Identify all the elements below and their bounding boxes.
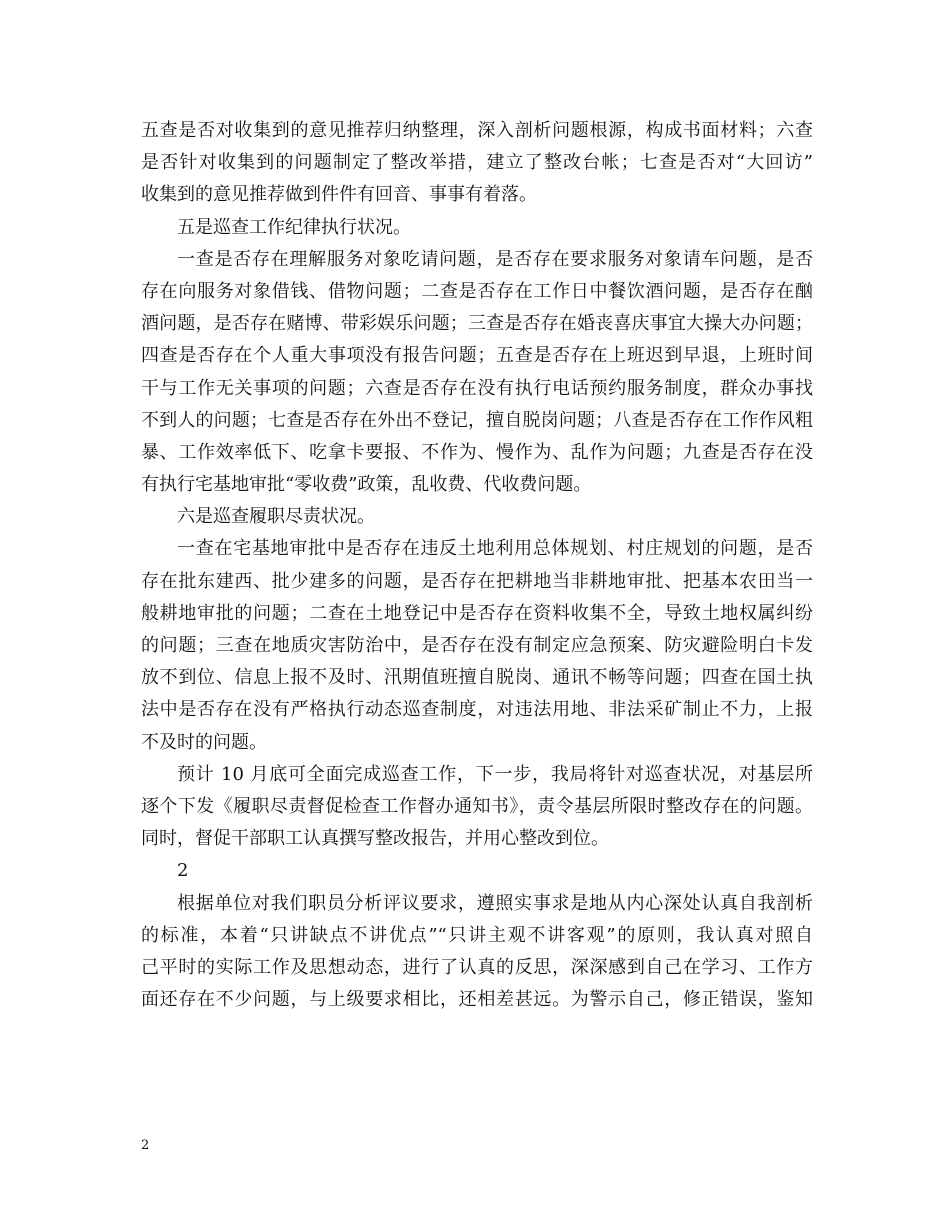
document-body [141, 115, 813, 1016]
text-line: 存在向服务对象借钱、借物问题；二查是否存在工作日中餐饮酒问题，是否存在酗 [141, 280, 813, 302]
text-line: 不到人的问题；七查是否存在外出不登记，擅自脱岗问题；八查是否存在工作作风粗 [141, 409, 813, 431]
text-line: 同时，督促干部职工认真撰写整改报告，并用心整改到位。 [141, 828, 609, 850]
text-line: 酒问题，是否存在赌博、带彩娱乐问题；三查是否存在婚丧喜庆事宜大操大办问题； [141, 313, 813, 335]
text-line: 收集到的意见推荐做到件件有回音、事事有着落。 [141, 184, 537, 206]
text-line: 的标准，本着“只讲缺点不讲优点”“只讲主观不讲客观”的原则，我认真对照自 [141, 924, 813, 946]
text-line: 一查是否存在理解服务对象吃请问题，是否存在要求服务对象请车问题，是否 [177, 248, 813, 270]
text-line: 是否针对收集到的问题制定了整改举措，建立了整改台帐；七查是否对“大回访” [141, 152, 813, 174]
text-line: 四查是否存在个人重大事项没有报告问题；五查是否存在上班迟到早退，上班时间 [141, 345, 813, 367]
text-line: 不及时的问题。 [141, 731, 267, 753]
page-number: 2 [141, 1138, 150, 1153]
text-line: 干与工作无关事项的问题；六查是否存在没有执行电话预约服务制度，群众办事找 [141, 377, 813, 399]
text-line: 己平时的实际工作及思想动态，进行了认真的反思，深深感到自己在学习、工作方 [141, 956, 813, 978]
text-line: 一查在宅基地审批中是否存在违反土地利用总体规划、村庄规划的问题，是否 [177, 538, 813, 560]
text-line: 逐个下发《履职尽责督促检查工作督办通知书》，责令基层所限时整改存在的问题。 [141, 795, 813, 817]
text-line: 存在批东建西、批少建多的问题，是否存在把耕地当非耕地审批、把基本农田当一 [141, 570, 813, 592]
text-line: 2 [177, 860, 189, 882]
text-line: 根据单位对我们职员分析评议要求，遵照实事求是地从内心深处认真自我剖析 [177, 892, 813, 914]
text-line: 的问题；三查在地质灾害防治中，是否存在没有制定应急预案、防灾避险明白卡发 [141, 635, 813, 656]
text-line: 五查是否对收集到的意见推荐归纳整理，深入剖析问题根源，构成书面材料；六查 [141, 120, 813, 141]
text-line: 六是巡查履职尽责状况。 [177, 506, 375, 528]
text-line: 放不到位、信息上报不及时、汛期值班擅自脱岗、通讯不畅等问题；四查在国土执 [141, 667, 813, 689]
text-line: 预计 10 月底可全面完成巡查工作，下一步，我局将针对巡查状况，对基层所 [177, 763, 813, 785]
text-line: 暴、工作效率低下、吃拿卡要报、不作为、慢作为、乱作为问题；九查是否存在没 [141, 441, 813, 463]
text-line: 有执行宅基地审批“零收费”政策，乱收费、代收费问题。 [141, 474, 592, 496]
text-line: 面还存在不少问题，与上级要求相比，还相差甚远。为警示自己，修正错误，鉴知 [141, 989, 813, 1011]
text-line: 法中是否存在没有严格执行动态巡查制度，对违法用地、非法采矿制止不力，上报 [141, 699, 813, 721]
text-line: 般耕地审批的问题；二查在土地登记中是否存在资料收集不全，导致土地权属纠纷 [141, 602, 813, 624]
text-line: 五是巡查工作纪律执行状况。 [177, 216, 411, 238]
